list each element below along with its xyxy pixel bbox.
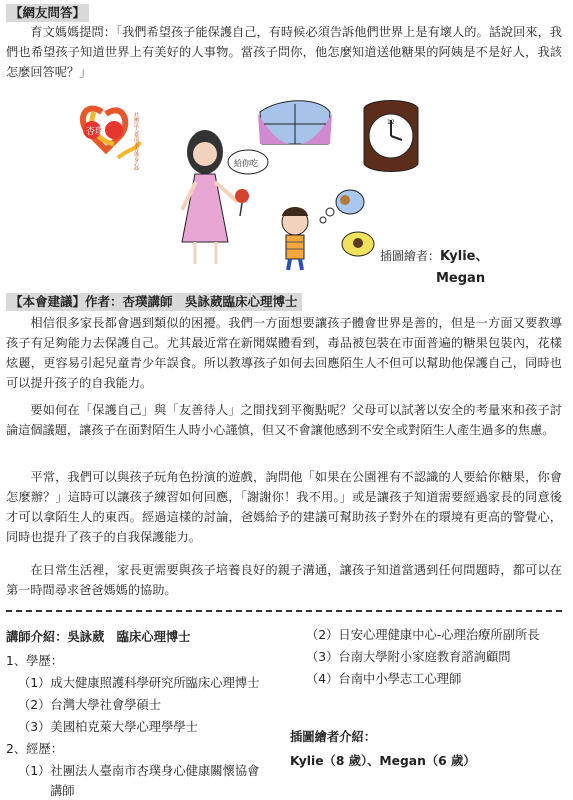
illustration-credit: 插圖繪者：Kylie、 [380,249,489,264]
svg-text:杏璞: 杏璞 [86,127,105,137]
bio-title: 講師介紹：吳詠葳 臨床心理博士 [6,630,191,644]
edu-item-2: （2）台灣大學社會學碩士 [18,698,162,712]
edu-item-3: （3）美國柏克萊大學心理學學士 [18,720,198,734]
svg-text:社團法人臺南市杏璞身心健康關懷協會: 社團法人臺南市杏璞身心健康關懷協會 [133,112,139,170]
illustrator-names: Kylie（8 歲）、Megan（6 歲） [290,754,476,768]
svg-text:12: 12 [387,119,395,126]
exp-item-3: （3）台南大學附小家庭教育諮詢顧問 [306,650,511,664]
qa-header: 【網友問答】 [6,4,89,22]
advice-paragraph-1: 相信很多家長都會遇到類似的困擾。我們一方面想要讓孩子體會世界是善的，但是一方面又要教導孩子有足夠能力去保護自己。尤其最近常在新聞媒體看到，毒品被包裝在市面普遍的糖果包裝內，花樣炫麗，更容易引起兒童青少年誤食。所以教導孩子如何去回應陌生人不但可以幫助他保護自己，同時也可以提升孩子的自我能力。 [6,316,562,390]
section-divider [6,610,562,612]
qa-question: 育文媽媽提問：「我們希望孩子能保護自己，有時候必須告訴他們世界上是有壞人的。話說回來，我們也希望孩子知道世界上有美好的人事物。當孩子問你，他怎麼知道送他糖果的阿姨是不是好人，我該怎麼回答呢？」 [6,25,562,79]
exp-item-4: （4）台南中小學志工心理師 [306,672,462,686]
association-logo [74,92,156,170]
illustration-credit-2: Megan [436,271,486,286]
exp-item-2: （2）日安心理健康中心-心理治療所副所長 [306,628,540,642]
edu-heading: 1、學歷： [6,654,64,668]
exp-item-1: （1）社團法人臺南市杏璞身心健康關懷協會 [18,764,260,778]
clock-illustration [356,96,426,176]
advice-paragraph-2: 要如何在「保護自己」與「友善待人」之間找到平衡點呢？父母可以試著以安全的考量來和孩子討論這個議題，讓孩子在面對陌生人時小心謹慎，但又不會讓他感到不安全或對陌生人產生過多的焦慮。 [6,403,562,437]
advice-header: 【本會建議】作者：杏璞講師 吳詠葳臨床心理博士 [6,293,302,311]
advice-paragraph-4: 在日常生活裡，家長更需要與孩子培養良好的親子溝通，讓孩子知道當遇到任何問題時，都可以在第一時間尋求爸爸媽媽的協助。 [6,563,562,597]
illustrator-heading: 插圖繪者介紹： [290,730,377,744]
exp-heading: 2、經歷： [6,742,64,756]
svg-text:給你吃: 給你吃 [234,159,258,168]
exp-item-1-cont: 講師 [50,784,75,798]
edu-item-1: （1）成大健康照護科學研究所臨床心理博士 [18,676,260,690]
advice-paragraph-3: 平常，我們可以與孩子玩角色扮演的遊戲，詢問他「如果在公園裡有不認識的人要給你糖果，你會怎麼辦？」這時可以讓孩子練習如何回應，「謝謝你！我不用。」或是讓孩子知道需要經過家長的同意後才可以拿陌生人的東西。經過這樣的討論，爸媽給予的建議可幫助孩子對外在的環境有更高的警覺心，同時也提升了孩子的自我保護能力。 [6,470,562,544]
